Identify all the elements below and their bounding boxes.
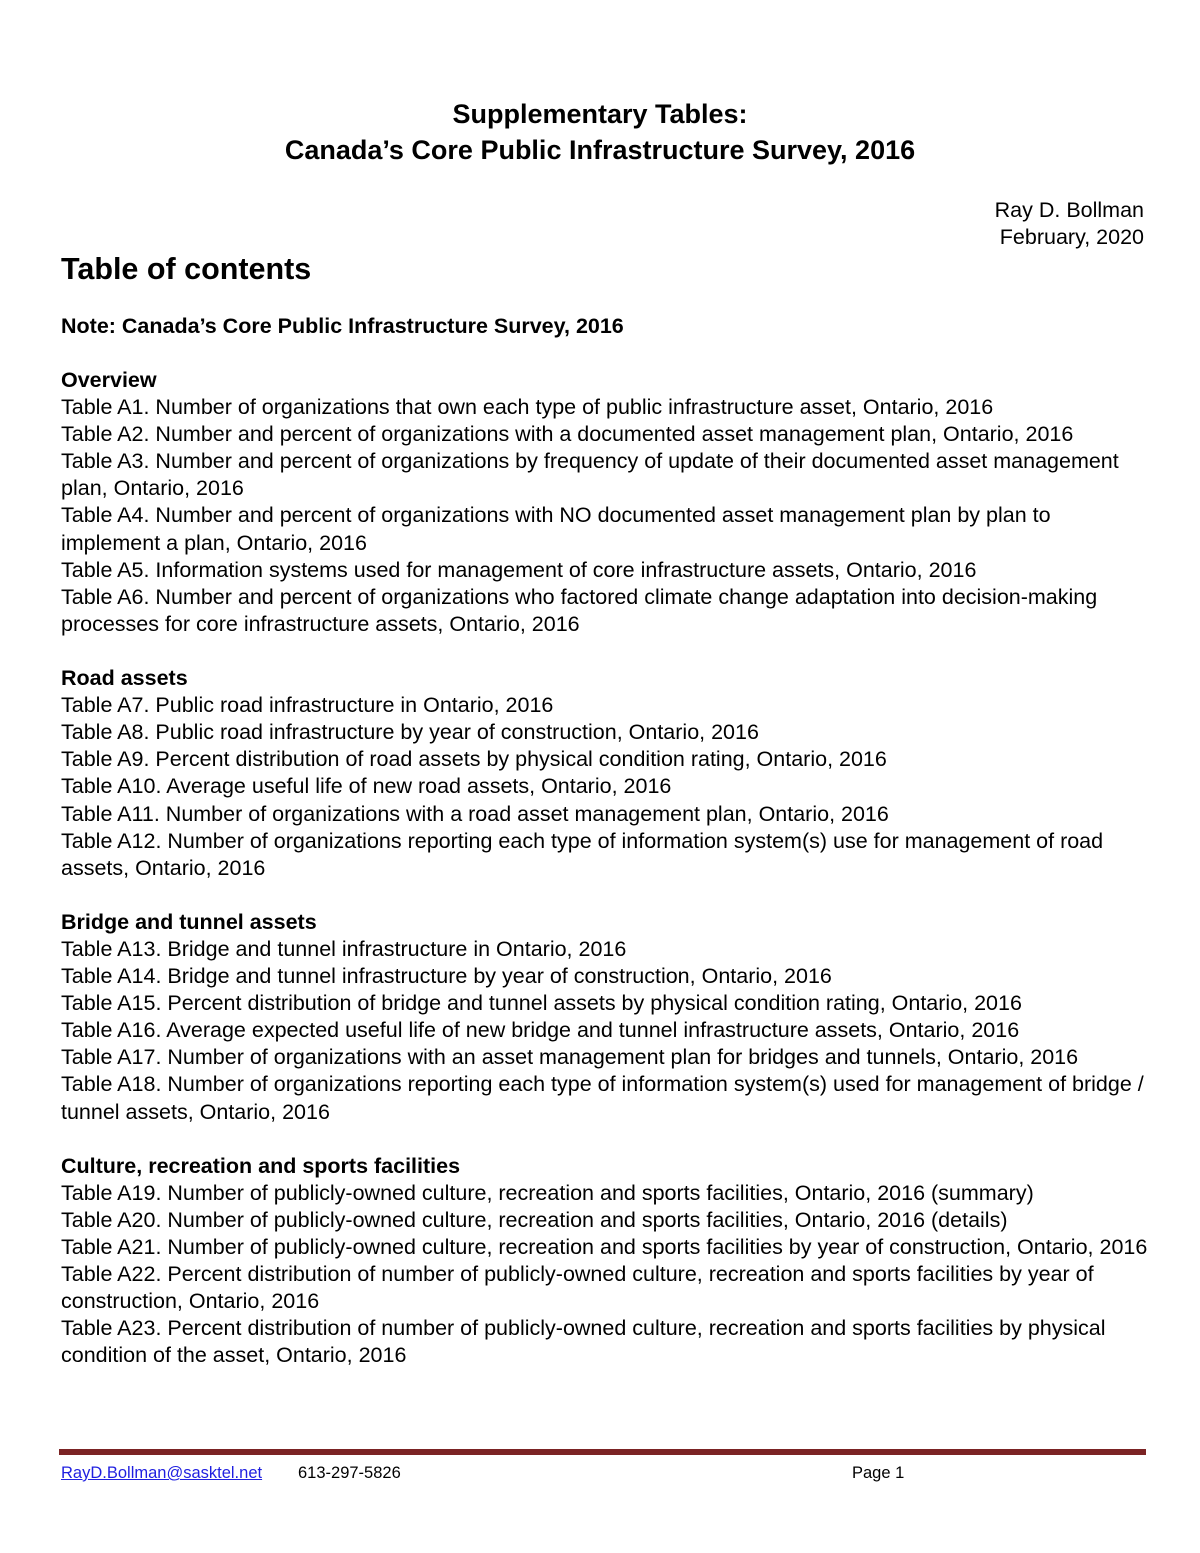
toc-entry: Table A19. Number of publicly-owned culture, recreation and sports facilities, Ontario, 2016 (summary)	[61, 1180, 1034, 1205]
toc-entry: Table A10. Average useful life of new road assets, Ontario, 2016	[61, 774, 672, 799]
document-date: February, 2020	[999, 225, 1144, 249]
toc-entry: Table A2. Number and percent of organizations with a documented asset management plan, Ontario, 2016	[61, 422, 1074, 447]
section-title: Culture, recreation and sports facilities	[61, 1153, 461, 1178]
section-title: Overview	[61, 368, 157, 392]
toc-content	[61, 367, 1151, 1397]
footer-divider	[59, 1449, 1146, 1455]
toc-entry: Table A21. Number of publicly-owned culture, recreation and sports facilities by year of construction, Ontario, 2016	[61, 1235, 1148, 1259]
author-name: Ray D. Bollman	[994, 198, 1144, 222]
page-number: Page 1	[852, 1464, 905, 1482]
toc-entry: Table A13. Bridge and tunnel infrastructure in Ontario, 2016	[61, 936, 627, 961]
toc-entry: Table A6. Number and percent of organizations who factored climate change adaptation into decision-making processes for core infrastructure assets, Ontario, 2016	[61, 584, 1098, 636]
document-title	[0, 96, 1200, 168]
title-line-1: Supplementary Tables:	[452, 99, 748, 129]
toc-entry: Table A8. Public road infrastructure by year of construction, Ontario, 2016	[61, 720, 759, 745]
toc-entry: Table A7. Public road infrastructure in Ontario, 2016	[61, 693, 554, 718]
author-block	[995, 197, 1144, 251]
toc-entry: Table A12. Number of organizations reporting each type of information system(s) use for management of road assets, Ontario, 2016	[61, 828, 1104, 880]
toc-entry: Table A16. Average expected useful life of new bridge and tunnel infrastructure assets, Ontario, 2016	[61, 1018, 1020, 1043]
toc-section-road-assets	[61, 665, 1151, 882]
toc-entry: Table A22. Percent distribution of number of publicly-owned culture, recreation and sports facilities by year of construction, Ontario, 2016	[61, 1262, 1094, 1314]
toc-entry: Table A9. Percent distribution of road assets by physical condition rating, Ontario, 2016	[61, 747, 887, 772]
toc-section-overview	[61, 367, 1151, 638]
toc-entry: Table A4. Number and percent of organizations with NO documented asset management plan by plan to implement a plan, Ontario, 2016	[61, 503, 1051, 555]
section-title: Bridge and tunnel assets	[61, 909, 317, 934]
toc-entry: Table A5. Information systems used for management of core infrastructure assets, Ontario, 2016	[61, 557, 977, 582]
phone-number: 613-297-5826	[298, 1464, 401, 1482]
title-line-2: Canada’s Core Public Infrastructure Survey, 2016	[284, 135, 916, 165]
toc-entry: Table A20. Number of publicly-owned culture, recreation and sports facilities, Ontario, 2016 (details)	[61, 1207, 1008, 1232]
toc-entry: Table A23. Percent distribution of number of publicly-owned culture, recreation and sports facilities by physical condition of the asset, Ontario, 2016	[61, 1316, 1106, 1368]
toc-entry: Table A15. Percent distribution of bridge and tunnel assets by physical condition rating, Ontario, 2016	[61, 991, 1022, 1016]
toc-section-culture-recreation	[61, 1153, 1151, 1370]
toc-section-bridge-tunnel	[61, 909, 1151, 1126]
toc-entry: Table A3. Number and percent of organizations by frequency of update of their documented asset management plan, Ontario, 2016	[61, 449, 1119, 501]
toc-entry: Table A18. Number of organizations reporting each type of information system(s) used for management of bridge / tunnel assets, Ontario, 2016	[61, 1072, 1144, 1124]
toc-note: Note: Canada’s Core Public Infrastructure Survey, 2016	[61, 314, 624, 338]
toc-heading: Table of contents	[61, 252, 312, 286]
toc-entry: Table A11. Number of organizations with a road asset management plan, Ontario, 2016	[61, 801, 889, 826]
toc-entry: Table A1. Number of organizations that own each type of public infrastructure asset, Ontario, 2016	[61, 395, 994, 420]
email-link[interactable]: RayD.Bollman@sasktel.net	[61, 1464, 263, 1482]
section-title: Road assets	[61, 666, 188, 691]
toc-entry: Table A17. Number of organizations with an asset management plan for bridges and tunnels, Ontario, 2016	[61, 1045, 1079, 1070]
toc-entry: Table A14. Bridge and tunnel infrastructure by year of construction, Ontario, 2016	[61, 964, 832, 989]
